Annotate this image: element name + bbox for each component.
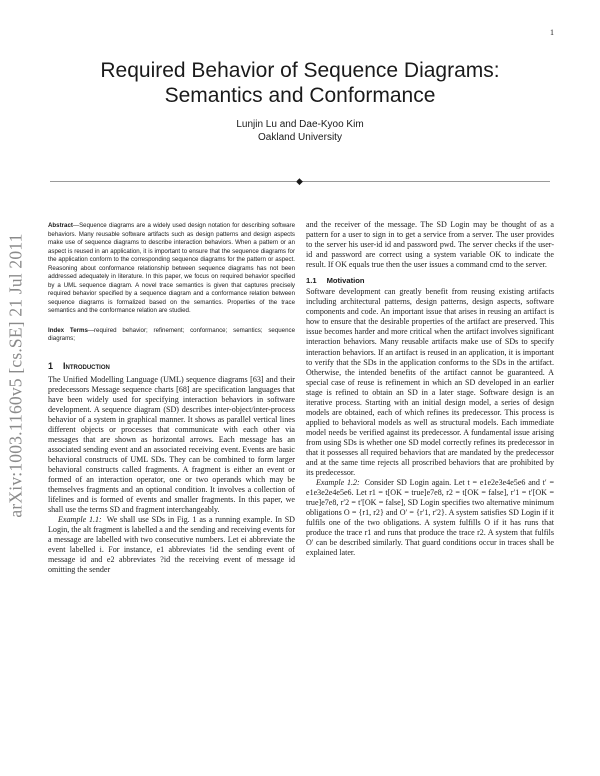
index-terms-label: Index Terms [48, 326, 88, 334]
subsection-heading [306, 276, 554, 285]
section-number: 1 [48, 360, 54, 371]
abstract [48, 222, 295, 316]
abstract-label: Abstract [48, 222, 73, 229]
arxiv-id: arXiv:1003.1160v5 [cs.SE] 21 Jul 2011 [5, 232, 26, 518]
index-terms-text: —required behavior; refinement; conformance; semantics; sequence diagrams; [48, 326, 295, 342]
title-line-1: Required Behavior of Sequence Diagrams: [100, 59, 500, 82]
intro-paragraph: The Unified Modelling Language (UML) sequence diagrams [63] and their predecessors Message sequence charts [68] are specification languages that have been widely used for specifying interaction behaviors in software development. A sequence diagram (SD) describes inter-object/inter-process behavior of a system in graphical manner. It shows as parallel vertical lines different objects or processes that communicate with each other via messages that are shown as horizontal arrows. Each message has an associated sending event and an associated receiving event. Events are basic behavioral constructs of UML SDs. They can be combined to form larger behavioral constructs called fragments. A fragment is either an event or formed of an interaction operator, one or two operands which may be themselves fragments and an optional condition. It involves a collection of lifelines and is formed of events and smaller fragments. In this paper, we shall use the terms SD and fragment interchangeably. [48, 374, 295, 515]
example-1-2 [306, 478, 554, 558]
abstract-text: —Sequence diagrams are a widely used design notation for describing software behaviors. Many reusable software artifacts such as design patterns and design aspects make use of sequence diagrams to describe interaction behaviors. When a pattern or an aspect is reused in an application, it is important to ensure that the sequence diagrams for the application conform to the corresponding sequence diagrams for the pattern or aspect. Reasoning about conformance relationship between sequence diagrams has not been addressed adequately in literature. In this paper, we focus on required behavior specified by a UML sequence diagram. A novel trace semantics is given that captures precisely required behavior specified by a sequence diagram and a conformance relation between sequence diagrams is formalized based on the semantics. Properties of the trace semantics and the conformance relation are studied. [48, 222, 295, 314]
author-block [40, 118, 560, 144]
motivation-paragraph: Software development can greatly benefit from reusing existing artifacts including architectural patterns, design patterns, design aspects, software components and code. An important issue that arises in reusing an artifact is how to ensure that the desirable properties of the artifact are preserved. This issue becomes harder and more critical when the artifact involves significant interaction behaviors. Many reusable artifacts make use of SDs to specify interaction behaviors. If an artifact is reused in an application, it is important to verify that the SDs in the application conforms to the SDs in the artifact. Otherwise, the intended benefits of the artifact cannot be guaranteed. A special case of reuse is refinement in which an SD developed in an earlier stage is refined to obtain an SD in a later stage. Software design is an iterative process. Starting with an initial design model, a series of design models are obtained, each of which refines its predecessor. This process is applied to behavioral models as well as structural models. Each immediate model needs be verified against its predecessor. A fundamental issue arising from using SDs is whether one SD model correctly refines its predecessor in that it possesses all required behaviors that are mandated by the predecessor and at the same time rejects all proscribed behaviors that are prohibited by its predecessor. [306, 287, 554, 478]
affiliation: Oakland University [258, 132, 342, 143]
page-number: 1 [550, 28, 554, 37]
example-1-1-text: We shall use SDs in Fig. 1 as a running example. In SD Login, the alt fragment is labelled a and the sending and receiving events for a message are labelled with two consecutive numbers. Let ei abbreviate the event labelled i. For instance, e1 abbreviates !id the sending event of message id and e2 abbreviates ?id the receiving event of message id omitting the sender [48, 515, 295, 575]
subsection-title: Motivation [326, 276, 365, 286]
arxiv-stamp [5, 205, 27, 545]
example-1-1-continued: and the receiver of the message. The SD Login may be thought of as a pattern for a user to sign in to get a service from a server. The user provides to the server his user-id id and password pwd. The server checks if the user-id and password are correct using a system variable OK to indicate the result. If OK equals true then the user issues a command cmd to the server. [306, 220, 554, 270]
subsection-number: 1.1 [306, 276, 317, 286]
example-1-1-label: Example 1.1: [58, 515, 102, 525]
paper-title [40, 58, 560, 108]
section-heading [48, 361, 295, 371]
diamond-ornament-icon: ◆ [296, 176, 303, 186]
example-1-2-text: Consider SD Login again. Let t = e1e2e3e4e5e6 and t′ = e1e3e2e4e5e6. Let r1 = t[OK = true]e7e8, r2 = t[OK = false], r′1 = t′[OK = true]e7e8, r′2 = t′[OK = false], SD Login specifies two alternative minimum obligations O = {r1, r2} and O′ = {r′1, r′2}. A system satisfies SD Login if it fulfils one of the two obligations. A system fulfills O if it has runs that produce the trace r1 and runs that produce the trace r2. A system that fulfils O′ can be described similarly. That guard conditions occur in traces shall be explained later. [306, 478, 554, 558]
title-line-2: Semantics and Conformance [164, 84, 436, 107]
section-title: Introduction [63, 360, 110, 371]
example-1-1 [48, 515, 295, 575]
left-column [48, 222, 295, 575]
authors: Lunjin Lu and Dae-Kyoo Kim [236, 119, 364, 130]
right-column [306, 220, 554, 559]
index-terms [48, 327, 295, 344]
example-1-2-label: Example 1.2: [316, 478, 360, 488]
